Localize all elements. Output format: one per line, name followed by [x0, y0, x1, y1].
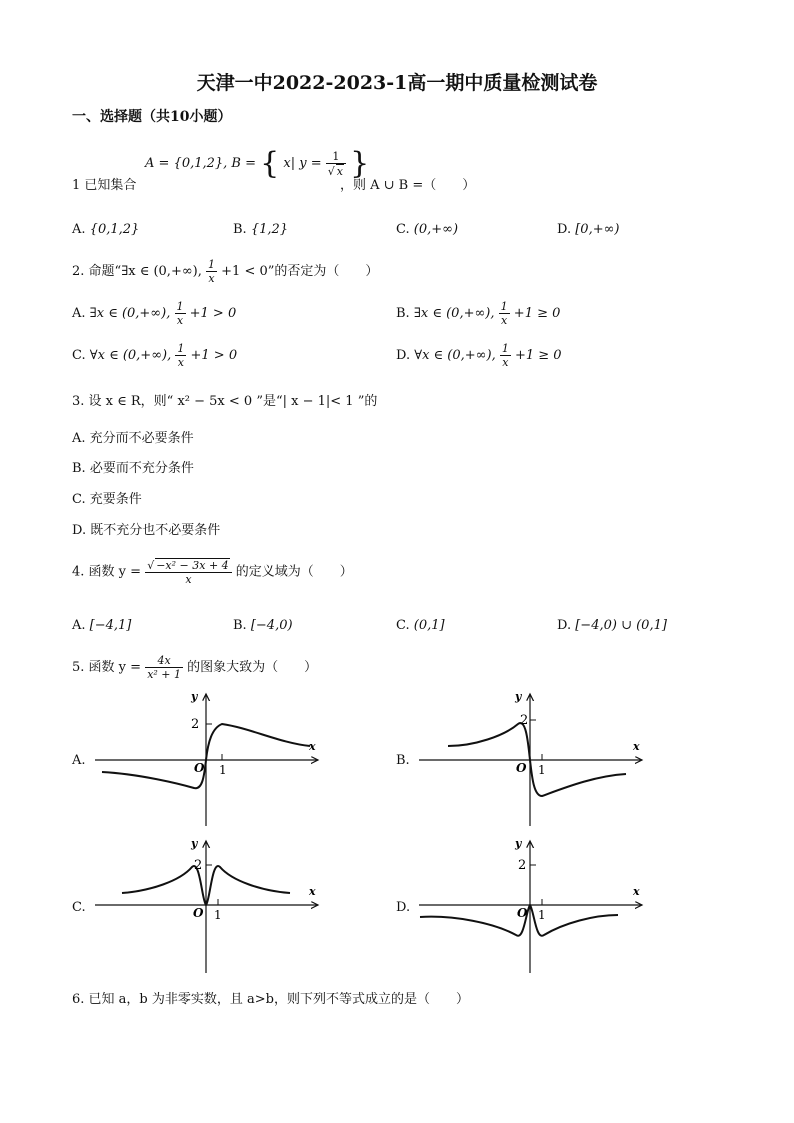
x-axis-label: x: [633, 885, 640, 898]
q5-option-a[interactable]: A.: [72, 753, 86, 768]
x-axis-label: x: [309, 740, 316, 753]
q4-option-a[interactable]: A. [−4,1]: [72, 618, 132, 633]
graph-b[interactable]: [414, 688, 654, 830]
q4-option-d[interactable]: D. [−4,0) ∪ (0,1]: [557, 618, 667, 633]
q1-sets: A = {0,1,2}, B = { x| y = $\frac{1}{√ x}$ }: [145, 146, 370, 181]
q2-option-c[interactable]: C. ∀x ∈ (0,+∞), $\frac{1}{x}$ +1 > 0: [72, 342, 238, 369]
origin-label: O: [194, 761, 205, 775]
graph-a[interactable]: [90, 688, 330, 830]
q1-option-b[interactable]: B. {1,2}: [233, 222, 289, 237]
q4-stem: 4. 函数 y = $\frac{\text{√ −x² − 3x + 4}}{x}$ 的定义域为（ ）: [72, 559, 353, 586]
x-axis-label: x: [309, 885, 316, 898]
q3-stem: 3. 设 x ∈ R，则“ x² − 5x < 0 ”是“| x − 1|< 1 ”的: [72, 394, 378, 409]
q5-option-d[interactable]: D.: [396, 900, 411, 915]
origin-label: O: [516, 761, 527, 775]
q3-option-d[interactable]: D. 既不充分也不必要条件: [72, 523, 221, 538]
q1-suffix: ，则 A ∪ B =（ ）: [340, 178, 476, 193]
x-axis-label: x: [633, 740, 640, 753]
tick-y-label: 2: [518, 858, 527, 873]
q5-option-b[interactable]: B.: [396, 753, 410, 768]
y-axis-label: y: [191, 690, 198, 703]
origin-label: O: [517, 906, 528, 920]
tick-x-label: 1: [219, 763, 227, 777]
q3-option-a[interactable]: A. 充分而不必要条件: [72, 431, 194, 446]
tick-x-label: 1: [538, 908, 546, 922]
q3-option-b[interactable]: B. 必要而不充分条件: [72, 461, 194, 476]
q5-option-c[interactable]: C.: [72, 900, 86, 915]
q2-option-a[interactable]: A. ∃x ∈ (0,+∞), $\frac{1}{x}$ +1 > 0: [72, 300, 237, 327]
tick-x-label: 1: [214, 908, 222, 922]
y-axis-label: y: [191, 837, 198, 850]
q6-stem: 6. 已知 a，b 为非零实数，且 a>b，则下列不等式成立的是（ ）: [72, 992, 469, 1007]
q2-option-b[interactable]: B. ∃x ∈ (0,+∞), $\frac{1}{x}$ +1 ≥ 0: [396, 300, 561, 327]
q2-stem: 2. 命题“∃x ∈ (0,+∞), $\frac{1}{x}$ +1 < 0”的否定为（ ）: [72, 258, 379, 285]
section-heading: 一、选择题（共10小题）: [72, 109, 232, 125]
tick-x-label: 1: [538, 763, 546, 777]
q1-set-a: A = {0,1,2}, B =: [145, 156, 257, 171]
q1-fraction: $\frac{1}{√ x}$: [326, 150, 346, 178]
q1-set-b: x| y =: [283, 156, 322, 171]
origin-label: O: [193, 906, 204, 920]
q4-option-b[interactable]: B. [−4,0): [233, 618, 293, 633]
q1-option-c[interactable]: C. (0,+∞): [396, 222, 459, 237]
graph-c[interactable]: [90, 835, 330, 977]
q3-option-c[interactable]: C. 充要条件: [72, 492, 142, 507]
tick-y-label: 2: [191, 717, 200, 732]
tick-y-label: 2: [520, 713, 529, 728]
q1-option-a[interactable]: A. {0,1,2}: [72, 222, 140, 237]
q4-option-c[interactable]: C. (0,1]: [396, 618, 445, 633]
y-axis-label: y: [515, 690, 522, 703]
q5-stem: 5. 函数 y = $\frac{4x}{\text{x² + 1}}$ 的图象大致为（ ）: [72, 654, 318, 681]
q2-option-d[interactable]: D. ∀x ∈ (0,+∞), $\frac{1}{x}$ +1 ≥ 0: [396, 342, 562, 369]
q1-stem: 1 已知集合: [72, 178, 137, 193]
page-title: 天津一中2022-2023-1高一期中质量检测试卷: [196, 72, 598, 94]
graph-d[interactable]: [414, 835, 654, 977]
tick-y-label: 2: [194, 858, 203, 873]
y-axis-label: y: [515, 837, 522, 850]
q1-option-d[interactable]: D. [0,+∞): [557, 222, 620, 237]
